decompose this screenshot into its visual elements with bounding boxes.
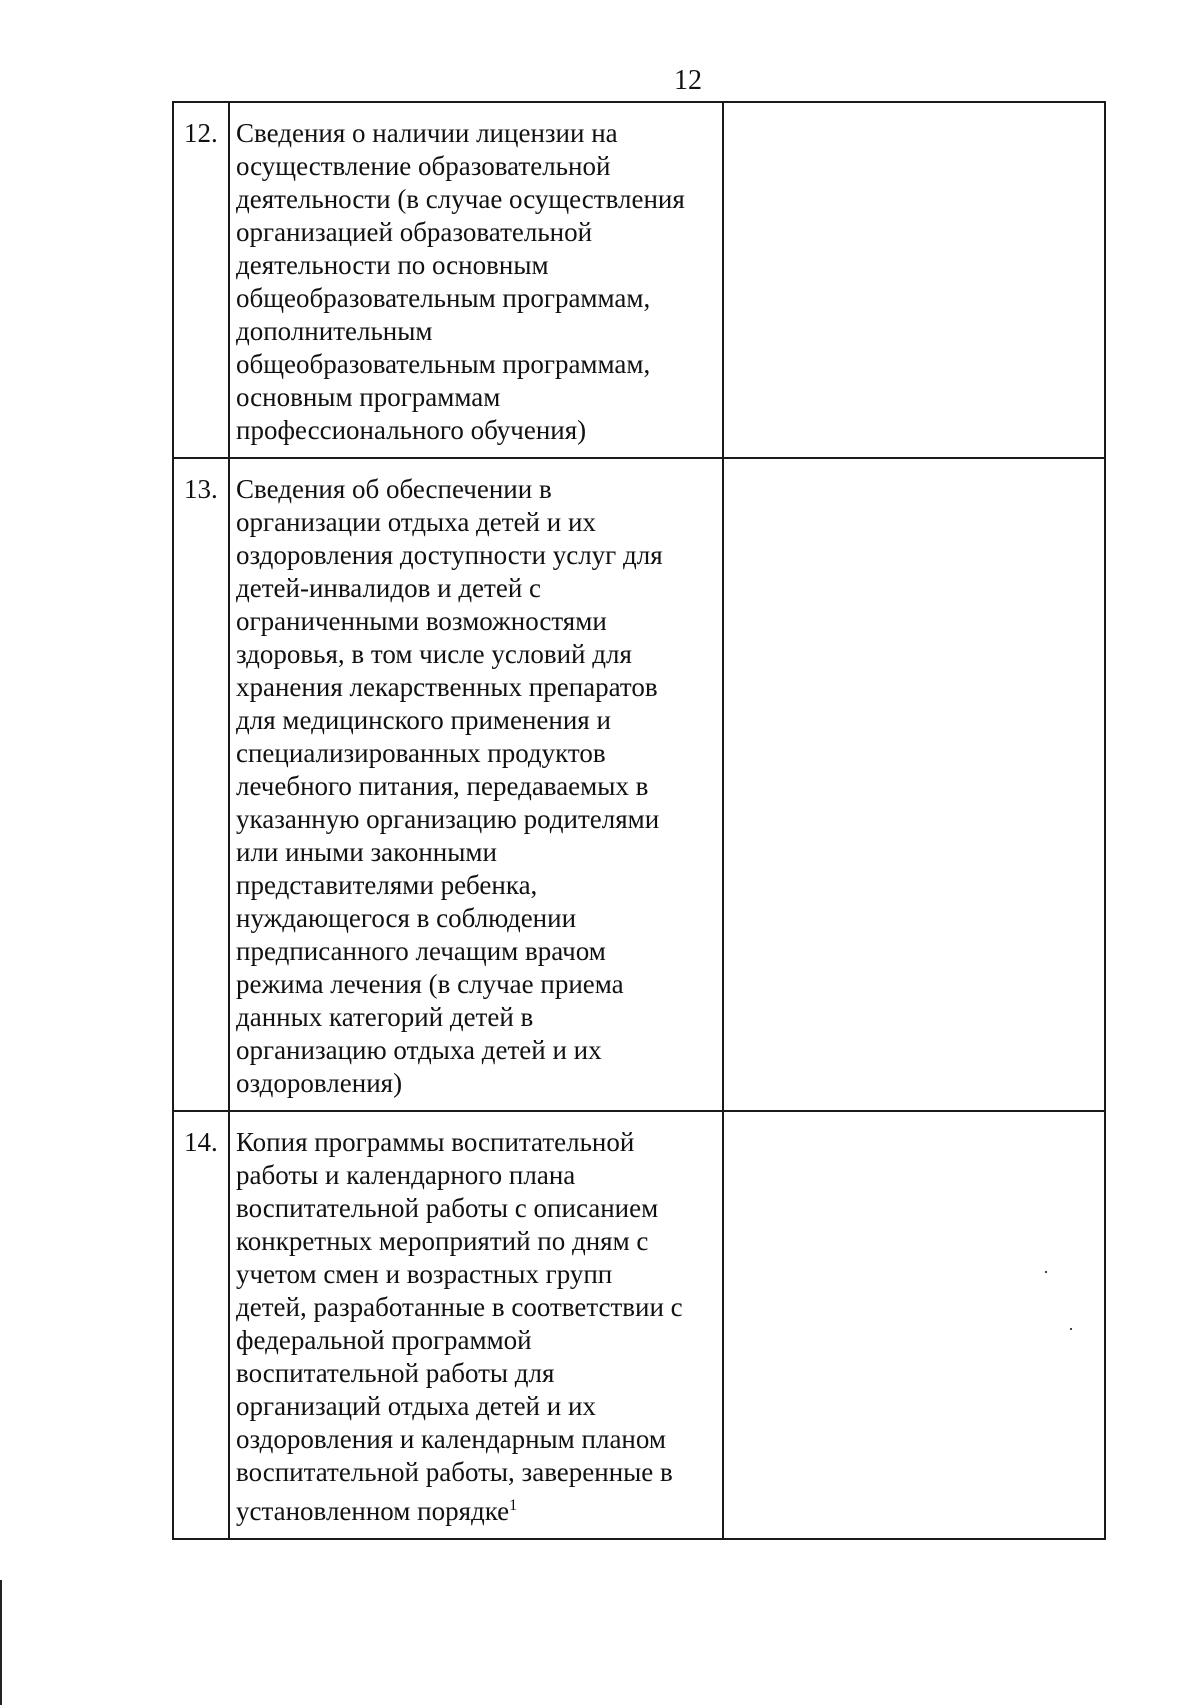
text-line: или иными законными bbox=[236, 837, 497, 867]
row-description bbox=[229, 102, 723, 458]
row-value bbox=[723, 102, 1105, 458]
text-line: предписанного лечащим врачом bbox=[236, 936, 606, 966]
text-line: организации отдыха детей и их bbox=[236, 507, 596, 537]
text-line: указанную организацию родителями bbox=[236, 804, 660, 834]
text-line: хранения лекарственных препаратов bbox=[236, 672, 658, 702]
text-line: Копия программы воспитательной bbox=[236, 1127, 635, 1157]
scan-edge-line bbox=[0, 1580, 2, 1705]
scan-speck bbox=[1070, 1328, 1072, 1330]
text-line: Сведения о наличии лицензии на bbox=[236, 118, 618, 148]
text-line: общеобразовательным программам, bbox=[236, 283, 651, 313]
text-line: для медицинского применения и bbox=[236, 705, 611, 735]
text-line: организацию отдыха детей и их bbox=[236, 1035, 602, 1065]
row-value bbox=[723, 1111, 1105, 1539]
text-line: оздоровления) bbox=[236, 1068, 403, 1098]
text-line: учетом смен и возрастных групп bbox=[236, 1259, 613, 1289]
text-line: деятельности по основным bbox=[236, 250, 549, 280]
text-line: данных категорий детей в bbox=[236, 1002, 534, 1032]
row-number: 14. bbox=[173, 1111, 229, 1539]
scan-speck bbox=[1045, 1271, 1047, 1273]
text-line: организаций отдыха детей и их bbox=[236, 1391, 596, 1421]
text-line: Сведения об обеспечении в bbox=[236, 474, 552, 504]
page-number: 12 bbox=[674, 65, 702, 96]
text-line: нуждающегося в соблюдении bbox=[236, 903, 577, 933]
text-line: деятельности (в случае осуществления bbox=[236, 184, 685, 214]
text-line bbox=[236, 1489, 716, 1528]
table-row bbox=[173, 458, 1105, 1111]
text-line: общеобразовательным программам, bbox=[236, 349, 651, 379]
text-line-body: установленном порядке bbox=[236, 1496, 510, 1526]
text-line: воспитательной работы, заверенные в bbox=[236, 1457, 673, 1487]
text-line: оздоровления и календарным планом bbox=[236, 1424, 666, 1454]
text-line: воспитательной работы с описанием bbox=[236, 1193, 659, 1223]
table-row bbox=[173, 102, 1105, 458]
text-line: конкретных мероприятий по дням с bbox=[236, 1226, 649, 1256]
text-line: организацией образовательной bbox=[236, 217, 593, 247]
text-line: профессионального обучения) bbox=[236, 415, 587, 445]
text-line: работы и календарного плана bbox=[236, 1160, 576, 1190]
text-line: федеральной программой bbox=[236, 1325, 532, 1355]
row-number: 12. bbox=[173, 102, 229, 458]
row-description bbox=[229, 1111, 723, 1539]
text-line: детей-инвалидов и детей с bbox=[236, 573, 542, 603]
text-line: лечебного питания, передаваемых в bbox=[236, 771, 649, 801]
text-line: дополнительным bbox=[236, 316, 433, 346]
text-line: здоровья, в том числе условий для bbox=[236, 639, 632, 669]
text-line: режима лечения (в случае приема bbox=[236, 969, 624, 999]
row-description bbox=[229, 458, 723, 1111]
text-line: оздоровления доступности услуг для bbox=[236, 540, 663, 570]
footnote-mark: 1 bbox=[509, 1497, 518, 1514]
text-line: детей, разработанные в соответствии с bbox=[236, 1292, 683, 1322]
row-number: 13. bbox=[173, 458, 229, 1111]
text-line: основным программам bbox=[236, 382, 501, 412]
table-row bbox=[173, 1111, 1105, 1539]
document-table bbox=[172, 101, 1106, 1540]
text-line: специализированных продуктов bbox=[236, 738, 606, 768]
text-line: ограниченными возможностями bbox=[236, 606, 607, 636]
row-value bbox=[723, 458, 1105, 1111]
text-line: воспитательной работы для bbox=[236, 1358, 555, 1388]
text-line: представителями ребенка, bbox=[236, 870, 538, 900]
text-line: осуществление образовательной bbox=[236, 151, 611, 181]
